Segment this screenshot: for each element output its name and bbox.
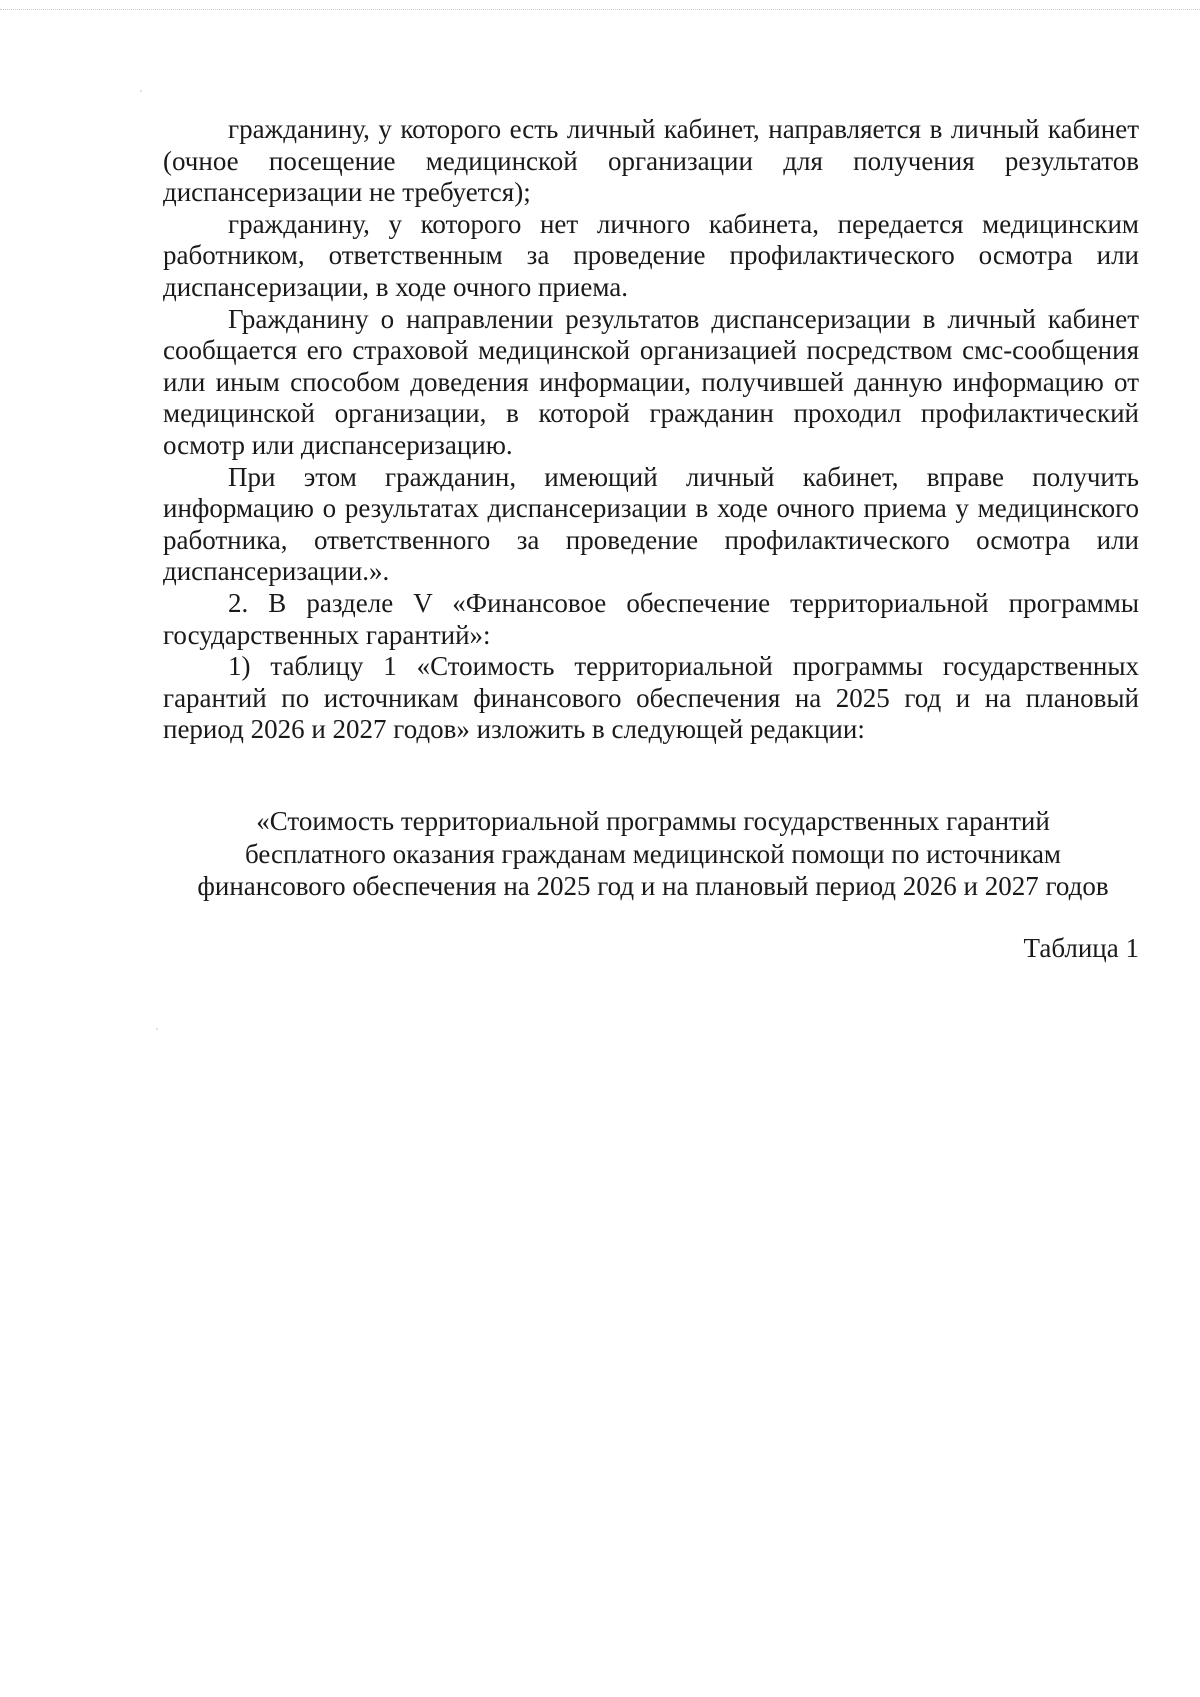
caption-line: «Стоимость территориальной программы государственных гарантий (256, 806, 1050, 836)
table-number-label: Таблица 1 (1023, 933, 1139, 963)
scan-top-edge (0, 9, 1200, 10)
paragraph-personal-cabinet: гражданину, у которого есть личный кабинет, направляется в личный кабинет (очное посещение медицинской организации для получения результатов диспансеризации не требуется); (163, 114, 1139, 208)
scan-speck (140, 90, 142, 92)
caption-line: бесплатного оказания гражданам медицинской помощи по источникам (244, 838, 1062, 869)
paragraph-section-v: 2. В разделе V «Финансовое обеспечение территориальной программы государственных гарантий»: (163, 587, 1139, 650)
body-text (163, 114, 1139, 746)
caption-line: финансового обеспечения на 2025 год и на плановый период 2026 и 2027 годов (197, 871, 1109, 902)
paragraph-no-personal-cabinet: гражданину, у которого нет личного кабинета, передается медицинским работником, ответственным за проведение профилактического осмотра или диспансеризации, в ходе очного приема. (163, 208, 1139, 302)
table-caption (163, 805, 1143, 903)
paragraph-table-1-instruction: 1) таблицу 1 «Стоимость территориальной программы государственных гарантий по источникам финансового обеспечения на 2025 год и на плановый период 2026 и 2027 годов» изложить в следующей редакции: (163, 651, 1139, 745)
paragraph-insurer-notification: Гражданину о направлении результатов диспансеризации в личный кабинет сообщается его страховой медицинской организацией посредством смс-сообщения или иным способом доведения информации, получившей данную информацию от медицинской организации, в которой гражданин проходил профилактический осмотр или диспансеризацию. (163, 303, 1139, 460)
scan-speck (156, 1028, 158, 1030)
paragraph-in-person-results: При этом гражданин, имеющий личный кабинет, вправе получить информацию о результатах диспансеризации в ходе очного приема у медицинского работника, ответственного за проведение профилактического осмотра или диспансеризации.». (163, 461, 1139, 587)
